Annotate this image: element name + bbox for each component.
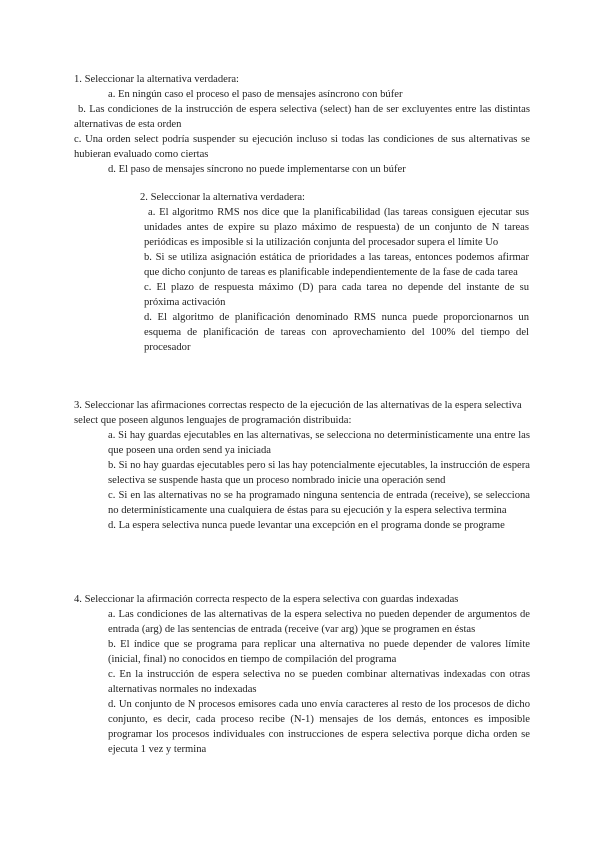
- question-3-option-d: d. La espera selectiva nunca puede levantar una excepción en el programa donde se programe: [108, 520, 505, 531]
- question-2-option-d: d. El algoritmo de planificación denominado RMS nunca puede proporcionarnos un esquema de planificación de tareas con aprovechamiento del 100% del tiempo del procesador: [144, 312, 529, 353]
- question-3-option-a: a. Si hay guardas ejecutables en las alternativas, se selecciona no determinísticamente una entre las que poseen una orden send ya iniciada: [108, 430, 530, 456]
- question-2: [140, 190, 529, 355]
- question-4: [74, 592, 530, 757]
- question-1-option-b: b. Las condiciones de la instrucción de espera selectiva (select) han de ser excluyentes entre las distintas alternativas de esta orden: [74, 104, 530, 130]
- question-3-option-c: c. Si en las alternativas no se ha programado ninguna sentencia de entrada (receive), se selecciona no determinísticamente una cualquiera de éstas para su ejecución y la espera selectiva termina: [108, 490, 530, 516]
- question-4-option-c: c. En la instrucción de espera selectiva no se pueden combinar alternativas indexadas con otras alternativas normales no indexadas: [108, 669, 530, 695]
- question-3-stem: 3. Seleccionar las afirmaciones correctas respecto de la ejecución de las alternativas de la espera selectiva select que poseen algunos lenguajes de programación distribuida:: [74, 400, 522, 426]
- question-1-option-c: c. Una orden select podría suspender su ejecución incluso si todas las condiciones de sus alternativas se hubieran evaluado como ciertas: [74, 134, 530, 160]
- question-2-option-c: c. El plazo de respuesta máximo (D) para cada tarea no depende del instante de su próxima activación: [144, 282, 529, 308]
- question-2-stem: 2. Seleccionar la alternativa verdadera:: [140, 192, 305, 203]
- question-4-stem: 4. Seleccionar la afirmación correcta respecto de la espera selectiva con guardas indexadas: [74, 594, 459, 605]
- question-2-option-b: b. Si se utiliza asignación estática de prioridades a las tareas, entonces podemos afirmar que dicho conjunto de tareas es planificable independientemente de la fase de cada tarea: [144, 252, 529, 278]
- question-1-stem: 1. Seleccionar la alternativa verdadera:: [74, 74, 239, 85]
- question-4-option-a: a. Las condiciones de las alternativas de la espera selectiva no pueden depender de argumentos de entrada (arg) de las sentencias de entrada (receive (var arg) )que se programen en éstas: [108, 609, 530, 635]
- question-1: [74, 72, 530, 177]
- question-1-option-d: d. El paso de mensajes síncrono no puede implementarse con un búfer: [108, 164, 406, 175]
- question-4-option-b: b. El índice que se programa para replicar una alternativa no puede depender de valores límite (inicial, final) no conocidos en tiempo de compilación del programa: [108, 639, 530, 665]
- question-3-option-b: b. Si no hay guardas ejecutables pero si las hay potencialmente ejecutables, la instrucción de espera selectiva se suspende hasta que un proceso nombrado inicie una operación send: [108, 460, 530, 486]
- question-4-option-d: d. Un conjunto de N procesos emisores cada uno envía caracteres al resto de los procesos de dicho conjunto, es decir, cada proceso recibe (N-1) mensajes de los demás, entonces es imposible programar los procesos individuales con instrucciones de espera selectiva porque dicha orden se ejecuta 1 vez y termina: [108, 699, 530, 755]
- question-3: [74, 398, 530, 533]
- question-2-option-a: a. El algoritmo RMS nos dice que la planificabilidad (las tareas consiguen ejecutar sus unidades antes de expire su plazo máximo de respuesta) de un conjunto de N tareas periódicas es imposible si la utilización conjunta del procesador supera el límite Uo: [144, 207, 529, 248]
- question-1-option-a: a. En ningún caso el proceso el paso de mensajes asíncrono con búfer: [108, 89, 403, 100]
